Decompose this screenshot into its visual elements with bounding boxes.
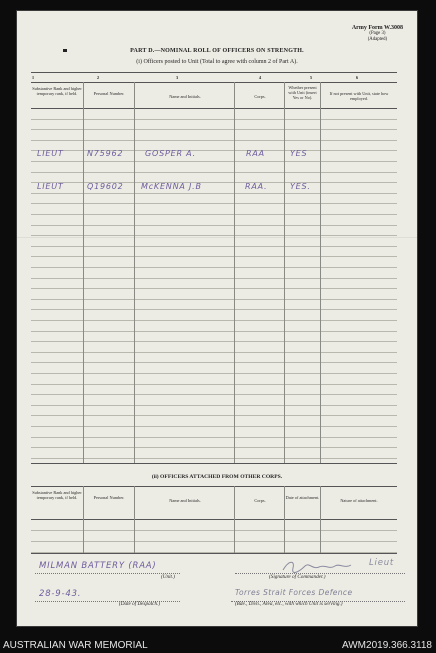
row1-personal-number: N75962	[87, 149, 124, 158]
header-employment: If not present with Unit, state how employed.	[329, 91, 389, 101]
ruled-line	[31, 437, 397, 438]
ruled-line	[31, 530, 397, 531]
ruled-line	[31, 129, 397, 130]
ruled-line	[31, 362, 397, 363]
ruled-line	[31, 415, 397, 416]
t2-header-date: Date of attachment.	[285, 495, 320, 500]
ruled-line	[31, 225, 397, 226]
table1-header-border	[31, 108, 397, 109]
row1-name: GOSPER A.	[145, 149, 196, 158]
header-present: Whether present with Unit (insert Yes or No).	[288, 85, 317, 100]
form-adapted: (Adapted)	[367, 37, 388, 42]
unit-value: MILMAN BATTERY (RAA)	[39, 561, 157, 571]
table1-number-row-border	[31, 82, 397, 83]
table2-top-border	[31, 486, 397, 487]
ruled-line	[31, 309, 397, 310]
row1-corps: RAA	[246, 149, 265, 158]
ruled-line	[31, 119, 397, 120]
table2-bottom-border	[31, 553, 397, 554]
paper-fold	[17, 237, 417, 238]
unit-label: (Unit.)	[161, 574, 175, 580]
signature-label: (Signature of Commander.)	[269, 574, 326, 580]
row2-personal-number: Q19602	[87, 182, 124, 191]
ruled-line	[31, 140, 397, 141]
despatch-date-label: (Date of Despatch.)	[119, 601, 161, 607]
ruled-line	[31, 352, 397, 353]
table2-header-border	[31, 519, 397, 520]
formation-label: (Bde., Divn., Area, etc., with which Unit is serving.)	[235, 601, 343, 607]
ruled-line	[31, 541, 397, 542]
ruled-line	[31, 458, 397, 459]
ruled-line	[31, 299, 397, 300]
form-page-number: (Page 3)	[369, 31, 386, 36]
column-number-1: 1	[31, 75, 35, 80]
unit-line	[35, 573, 180, 574]
t2-header-name: Name and Initials.	[169, 498, 201, 503]
ruled-line	[31, 214, 397, 215]
column-number-6: 6	[355, 75, 359, 80]
table2-divider-3	[234, 486, 235, 553]
despatch-date-value: 28-9-43.	[39, 589, 82, 599]
ruled-line	[31, 172, 397, 173]
ruled-line	[31, 246, 397, 247]
form-page	[17, 11, 417, 626]
ruled-line	[31, 394, 397, 395]
archive-caption: AUSTRALIAN WAR MEMORIAL	[3, 640, 148, 651]
form-identifier	[352, 25, 403, 43]
column-number-4: 4	[258, 75, 262, 80]
table2-divider-5	[320, 486, 321, 553]
table1-divider-3	[234, 82, 235, 463]
ruled-line	[31, 288, 397, 289]
ruled-line	[31, 203, 397, 204]
ruled-line	[31, 150, 397, 151]
ruled-line	[31, 447, 397, 448]
row1-rank: LIEUT	[37, 149, 64, 158]
table1-divider-4	[284, 82, 285, 463]
ruled-line	[31, 552, 397, 553]
row2-corps: RAA.	[245, 182, 268, 191]
table2-divider-1	[83, 486, 84, 553]
column-number-3: 3	[175, 75, 179, 80]
column-number-2: 2	[96, 75, 100, 80]
column-number-5: 5	[309, 75, 313, 80]
ruled-line	[31, 193, 397, 194]
table1-bottom-border	[31, 463, 397, 464]
accession-number: AWM2019.366.3118	[341, 640, 432, 651]
header-rank: Substantive Rank and higher temporary rank, if held.	[32, 86, 82, 96]
table1-top-border	[31, 72, 397, 73]
ruled-line	[31, 426, 397, 427]
ruled-line	[31, 182, 397, 183]
row1-present: YES	[290, 149, 308, 158]
table1-divider-1	[83, 82, 84, 463]
page-title: PART D.—NOMINAL ROLL OF OFFICERS ON STRENGTH.	[130, 48, 304, 54]
header-corps: Corps.	[254, 94, 266, 99]
table2-divider-2	[134, 486, 135, 553]
ruled-line	[31, 405, 397, 406]
table1-divider-2	[134, 82, 135, 463]
row2-present: YES.	[290, 182, 311, 191]
formation-value: Torres Strait Forces Defence	[235, 588, 353, 597]
signature-rank: Lieut	[369, 558, 395, 568]
page-subtitle: (i) Officers posted to Unit (Total to agree with column 2 of Part A).	[136, 59, 298, 65]
commander-signature	[279, 558, 379, 574]
ruled-line	[31, 341, 397, 342]
header-name: Name and Initials.	[169, 94, 201, 99]
ruled-line	[31, 384, 397, 385]
row2-rank: LIEUT	[37, 182, 64, 191]
section2-title: (ii) OFFICERS ATTACHED FROM OTHER CORPS.	[151, 474, 283, 480]
table2-divider-4	[284, 486, 285, 553]
ruled-line	[31, 161, 397, 162]
header-personal-number: Personal Number.	[93, 91, 125, 96]
form-number: Army Form W.3008	[351, 25, 403, 31]
t2-header-rank: Substantive Rank and higher temporary rank, if held.	[32, 490, 82, 500]
ruled-line	[31, 256, 397, 257]
ruled-line	[31, 278, 397, 279]
ruled-line	[31, 373, 397, 374]
ruled-line	[31, 235, 397, 236]
row2-name: McKENNA J.B	[141, 182, 202, 191]
t2-header-corps: Corps.	[254, 498, 266, 503]
ruled-line	[31, 267, 397, 268]
t2-header-nature: Nature of attachment.	[340, 498, 378, 503]
ruled-line	[31, 331, 397, 332]
ruled-line	[31, 320, 397, 321]
t2-header-personal-number: Personal Number.	[93, 495, 125, 500]
table1-divider-5	[320, 82, 321, 463]
